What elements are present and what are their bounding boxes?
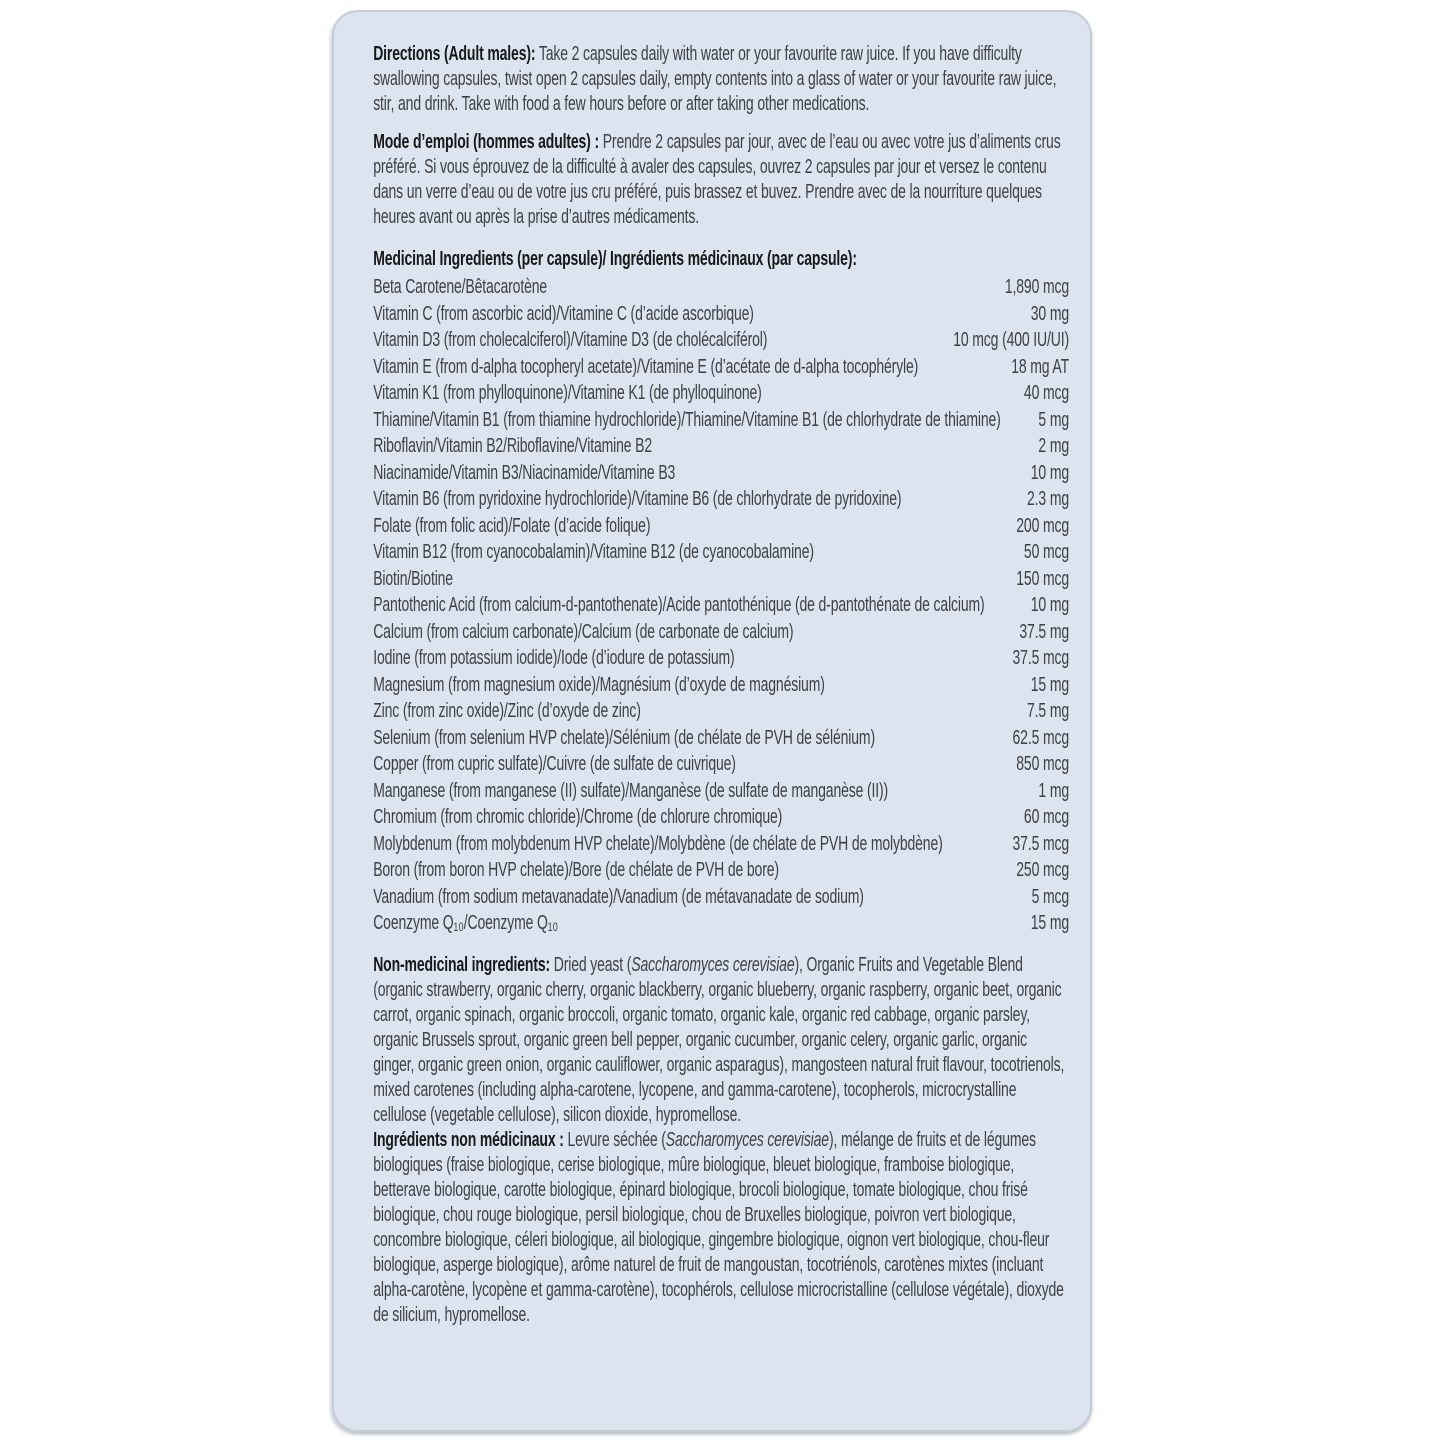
ingredient-name: Molybdenum (from molybdenum HVP chelate)/Molybdène (de chélate de PVH de molybdène)	[373, 832, 943, 855]
ingredient-name: Vitamin K1 (from phylloquinone)/Vitamine K1 (de phylloquinone)	[373, 382, 762, 404]
non-medicinal-fr-paragraph	[373, 1128, 1069, 1328]
ingredient-row	[373, 433, 1069, 460]
ingredient-name: Beta Carotene/Bêtacarotène	[373, 276, 548, 298]
ingredient-row	[373, 460, 1069, 487]
ingredient-row	[373, 857, 1069, 884]
medicinal-ingredients-table	[373, 274, 1069, 937]
ingredient-name: Zinc (from zinc oxide)/Zinc (d’oxyde de zinc)	[373, 700, 641, 722]
ingredient-row	[373, 592, 1069, 619]
ingredient-row	[373, 380, 1069, 407]
ingredient-value: 10 mg	[1030, 461, 1069, 484]
ingredient-name: Magnesium (from magnesium oxide)/Magnésium (d’oxyde de magnésium)	[373, 673, 825, 696]
directions-en-text: Take 2 capsules daily with water or your favourite raw juice. If you have difficulty swallowing capsules, twist open 2 capsules daily, empty contents into a glass of water or your favourite raw juice, stir, and drink. Take with food a few hours before or after taking other medications.	[373, 43, 1057, 115]
non-medicinal-fr-text-post: ), mélange de fruits et de légumes biologiques (fraise biologique, cerise biologique, mûre biologique, bleuet biologique, framboise biologique, betterave biologique, carotte biologique, épinard biologique, brocoli biologique, tomate biologique, chou frisé biologique, chou rouge biologique, persil biologique, chou de Bruxelles biologique, poivron vert biologique, concombre biologique, céleri biologique, ail biologique, gingembre biologique, oignon vert biologique, chou-fleur biologique, asperge biologique), arôme naturel de fruit de mangoustan, tocotriénols, carotènes mixtes (incluant alpha-carotène, lycopène et gamma-carotène), tocophérols, cellulose microcristalline (cellulose végétale), dioxyde de silicium, hypromellose.	[373, 1128, 1064, 1326]
ingredient-name: Vitamin B6 (from pyridoxine hydrochloride)/Vitamine B6 (de chlorhydrate de pyridoxine)	[373, 488, 902, 510]
ingredient-name: Vitamin B12 (from cyanocobalamin)/Vitamine B12 (de cyanocobalamine)	[373, 541, 814, 563]
ingredient-row	[373, 884, 1069, 911]
non-medicinal-fr-species-name: Saccharomyces cerevisiae	[665, 1128, 829, 1151]
ingredient-name: Calcium (from calcium carbonate)/Calcium (de carbonate de calcium)	[373, 620, 794, 643]
ingredient-name: Niacinamide/Vitamin B3/Niacinamide/Vitamine B3	[373, 461, 676, 484]
directions-en-paragraph	[373, 42, 1069, 117]
ingredient-name: Vitamin E (from d-alpha tocopheryl acetate)/Vitamine E (d’acétate de d-alpha tocophéryle)	[373, 355, 919, 378]
ingredient-row	[373, 778, 1069, 805]
ingredient-row	[373, 698, 1069, 725]
ingredient-row	[373, 274, 1069, 301]
ingredient-row	[373, 301, 1069, 328]
ingredient-value: 150 mcg	[1016, 567, 1069, 590]
non-medicinal-en-heading: Non-medicinal ingredients:	[373, 953, 551, 976]
directions-fr-text: Prendre 2 capsules par jour, avec de l’eau ou avec votre jus d’aliments crus préféré. Si vous éprouvez de la difficulté à avaler des capsules, ouvrez 2 capsules par jour et versez le contenu dans un verre d’eau ou de votre jus cru préféré, puis brassez et buvez. Prendre avec de la nourriture quelques heures avant ou après la prise d’autres médicaments.	[373, 131, 1061, 228]
ingredient-value: 50 mcg	[1023, 541, 1069, 563]
ingredient-name: Vanadium (from sodium metavanadate)/Vanadium (de métavanadate de sodium)	[373, 885, 864, 908]
medicinal-ingredients-header: Medicinal Ingredients (per capsule)/ Ingrédients médicinaux (par capsule):	[373, 248, 857, 270]
ingredient-value: 37.5 mcg	[1012, 832, 1069, 855]
non-medicinal-en-text-post: ), Organic Fruits and Vegetable Blend (organic strawberry, organic cherry, organic blackberry, organic blueberry, organic raspberry, organic beet, organic carrot, organic spinach, organic broccoli, organic tomato, organic kale, organic red cabbage, organic parsley, organic Brussels sprout, organic green bell pepper, organic cucumber, organic celery, organic garlic, organic ginger, organic green onion, organic cauliflower, organic asparagus), mangosteen natural fruit flavour, tocotrienols, mixed carotenes (including alpha-carotene, lycopene, and gamma-carotene), tocopherols, microcrystalline cellulose (vegetable cellulose), silicon dioxide, hypromellose.	[373, 953, 1065, 1126]
ingredient-value: 2 mg	[1038, 435, 1069, 457]
ingredient-row	[373, 539, 1069, 566]
non-medicinal-fr-text-pre: Levure séchée (	[563, 1128, 666, 1151]
ingredient-row	[373, 910, 1069, 937]
ingredient-value: 15 mg	[1030, 673, 1069, 696]
ingredient-value: 37.5 mg	[1019, 620, 1069, 643]
ingredient-row	[373, 672, 1069, 699]
non-medicinal-en-species-name: Saccharomyces cerevisiae	[631, 953, 795, 976]
ingredient-name: Vitamin C (from ascorbic acid)/Vitamine C (d’acide ascorbique)	[373, 302, 754, 325]
ingredient-row	[373, 486, 1069, 513]
ingredient-row	[373, 804, 1069, 831]
directions-fr-heading: Mode d’emploi (hommes adultes) :	[373, 131, 599, 153]
ingredient-name: Iodine (from potassium iodide)/Iode (d’iodure de potassium)	[373, 647, 735, 669]
ingredient-row	[373, 619, 1069, 646]
ingredient-value: 1 mg	[1038, 779, 1069, 802]
ingredient-value: 40 mcg	[1023, 382, 1069, 404]
ingredient-value: 5 mcg	[1031, 885, 1069, 908]
ingredient-name: Copper (from cupric sulfate)/Cuivre (de sulfate de cuivrique)	[373, 753, 736, 775]
ingredient-name: Selenium (from selenium HVP chelate)/Sélénium (de chélate de PVH de sélénium)	[373, 726, 875, 749]
ingredient-row	[373, 407, 1069, 434]
non-medicinal-en-text-pre: Dried yeast (	[550, 953, 632, 976]
supplement-label-panel	[332, 10, 1092, 1432]
ingredient-row	[373, 725, 1069, 752]
directions-fr-paragraph	[373, 130, 1069, 230]
ingredient-row	[373, 513, 1069, 540]
ingredient-value: 250 mcg	[1016, 859, 1069, 881]
ingredient-value: 30 mg	[1030, 302, 1069, 325]
ingredient-value: 10 mg	[1030, 594, 1069, 616]
ingredient-value: 62.5 mcg	[1012, 726, 1069, 749]
label-content	[334, 12, 1090, 1354]
ingredient-name: Pantothenic Acid (from calcium-d-pantothenate)/Acide pantothénique (de d-pantothénate de calcium)	[373, 594, 985, 616]
non-medicinal-fr-heading: Ingrédients non médicinaux :	[373, 1128, 564, 1151]
ingredient-value: 1,890 mcg	[1004, 276, 1069, 298]
ingredient-name: Boron (from boron HVP chelate)/Bore (de chélate de PVH de bore)	[373, 859, 779, 881]
ingredient-name: Thiamine/Vitamin B1 (from thiamine hydrochloride)/Thiamine/Vitamine B1 (de chlorhydrate de thiamine)	[373, 408, 1001, 431]
non-medicinal-en-paragraph	[373, 953, 1069, 1128]
ingredient-name: Riboflavin/Vitamin B2/Riboflavine/Vitamine B2	[373, 435, 652, 457]
ingredient-value: 5 mg	[1038, 408, 1069, 431]
ingredient-value: 2.3 mg	[1027, 488, 1069, 510]
ingredient-row	[373, 566, 1069, 593]
ingredient-row	[373, 751, 1069, 778]
ingredient-value: 15 mg	[1030, 912, 1069, 934]
ingredient-value: 200 mcg	[1016, 514, 1069, 537]
ingredient-value: 18 mg AT	[1011, 355, 1069, 378]
ingredient-value: 7.5 mg	[1027, 700, 1069, 722]
ingredient-value: 10 mcg (400 IU/UI)	[953, 329, 1069, 351]
ingredient-name: Coenzyme Q₁₀/Coenzyme Q₁₀	[373, 912, 559, 934]
ingredient-name: Biotin/Biotine	[373, 567, 453, 590]
ingredient-row	[373, 645, 1069, 672]
ingredient-name: Chromium (from chromic chloride)/Chrome (de chlorure chromique)	[373, 806, 783, 828]
ingredient-value: 850 mcg	[1016, 753, 1069, 775]
ingredient-row	[373, 831, 1069, 858]
ingredient-value: 37.5 mcg	[1012, 647, 1069, 669]
directions-en-heading: Directions (Adult males):	[373, 43, 536, 65]
ingredient-name: Vitamin D3 (from cholecalciferol)/Vitamine D3 (de cholécalciférol)	[373, 329, 768, 351]
ingredient-name: Folate (from folic acid)/Folate (d’acide folique)	[373, 514, 651, 537]
ingredient-row	[373, 354, 1069, 381]
ingredient-value: 60 mcg	[1023, 806, 1069, 828]
ingredient-row	[373, 327, 1069, 354]
ingredient-name: Manganese (from manganese (II) sulfate)/Manganèse (de sulfate de manganèse (II))	[373, 779, 889, 802]
